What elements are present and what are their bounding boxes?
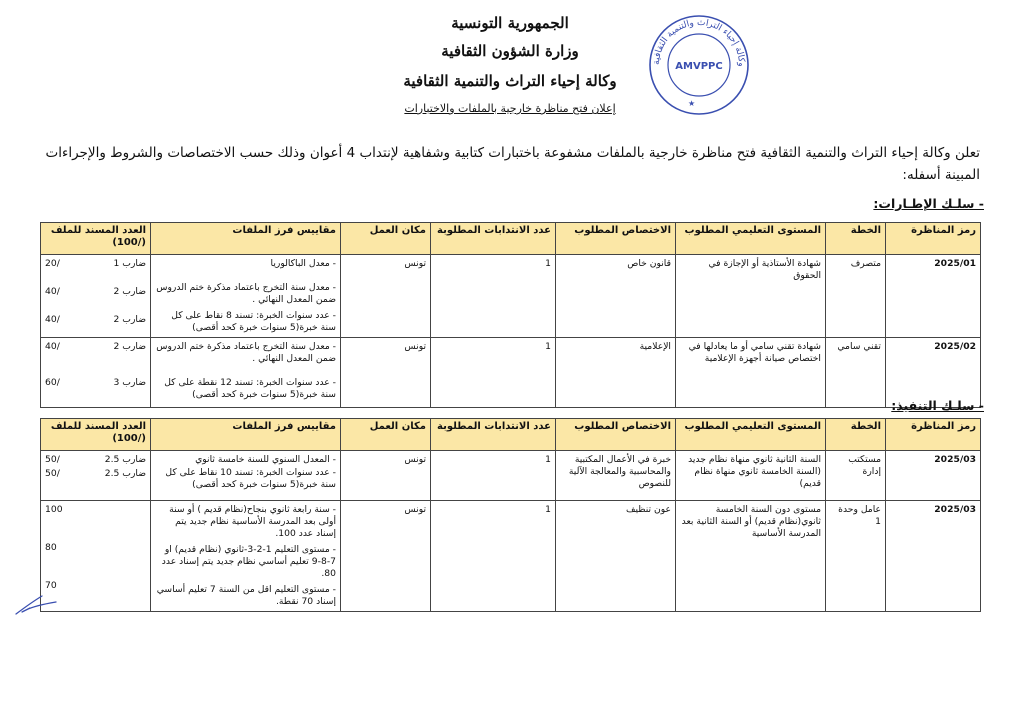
- official-stamp: [648, 14, 750, 116]
- score-line: [45, 468, 146, 480]
- ministry-title: وزارة الشؤون الثقافية: [441, 42, 579, 60]
- score-value: 70: [45, 580, 57, 591]
- col-score: العدد المسند للملف (/100): [41, 419, 151, 451]
- score-coef: ضارب 2.5: [104, 468, 146, 479]
- score-value: /40: [45, 314, 60, 325]
- col-specialty: الاختصاص المطلوب: [556, 223, 676, 255]
- score-line: [45, 341, 146, 353]
- table-header-row: [41, 419, 981, 451]
- row-criteria: [151, 501, 341, 612]
- criteria-item: - معدل سنة التخرج باعتماد مذكرة ختم الدروس ضمن المعدل النهائي .: [156, 341, 336, 364]
- score-line: [45, 314, 146, 326]
- row-scores: [41, 255, 151, 338]
- criteria-item: - عدد سنوات الخبرة: تسند 8 نقاط على كل سنة خبرة(5 سنوات خبرة كحد أقصى): [171, 310, 336, 333]
- row-location: تونس: [341, 451, 431, 501]
- table-header-row: [41, 223, 981, 255]
- score-value: /60: [45, 377, 60, 388]
- score-coef: ضارب 2: [113, 286, 146, 297]
- row-scores: [41, 338, 151, 408]
- row-criteria: [151, 255, 341, 338]
- row-count: 1: [431, 501, 556, 612]
- score-value: /40: [45, 341, 60, 352]
- row-code: 2025/01: [886, 255, 981, 338]
- row-code: 2025/03: [886, 501, 981, 612]
- table-execution: [40, 418, 981, 612]
- section-title-cadres: - سلـك الإطـارات:: [873, 196, 984, 211]
- criteria-item: - سنة رابعة ثانوي بنجاح(نظام قديم ) أو سنة أولى بعد المدرسة الأساسية نظام جديد يتم إسناد عدد 100.: [169, 504, 336, 539]
- criteria-item: - مستوى التعليم 1-2-3-ثانوي (نظام قديم) او 7-8-9 تعليم أساسي نظام جديد يتم إسناد عدد 80.: [161, 544, 336, 579]
- criteria-item: - مستوى التعليم اقل من السنة 7 تعليم أساسي إسناد 70 نقطة.: [156, 584, 336, 607]
- criteria-item: - المعدل السنوي للسنة خامسة ثانوي: [195, 454, 336, 465]
- score-value: /50: [45, 454, 60, 465]
- col-education: المستوى التعليمي المطلوب: [676, 419, 826, 451]
- score-value: /50: [45, 468, 60, 479]
- criteria-item: - معدل الباكالوريا: [270, 258, 336, 269]
- col-criteria: مقاييس فرز الملفات: [151, 223, 341, 255]
- col-code: رمز المناظرة: [886, 223, 981, 255]
- col-specialty: الاختصاص المطلوب: [556, 419, 676, 451]
- table-cadres: [40, 222, 981, 408]
- row-specialty: الإعلامية: [556, 338, 676, 408]
- criteria-item: - معدل سنة التخرج باعتماد مذكرة ختم الدروس ضمن المعدل النهائي .: [156, 282, 336, 305]
- criteria-item: - عدد سنوات الخبرة: تسند 10 نقاط على كل سنة خبرة(5 سنوات خبرة كحد أقصى): [165, 467, 336, 490]
- row-code: 2025/03: [886, 451, 981, 501]
- stamp-star: ★: [688, 99, 696, 108]
- table-row: [41, 255, 981, 338]
- row-criteria: [151, 338, 341, 408]
- row-education: شهادة الأستاذية أو الإجازة في الحقوق: [676, 255, 826, 338]
- col-grade: الخطة: [826, 223, 886, 255]
- score-value: 100: [45, 504, 63, 515]
- agency-title: وكالة إحياء التراث والتنمية الثقافية: [403, 72, 617, 90]
- row-education: السنة الثانية ثانوي منهاة نظام جديد (السنة الخامسة ثانوي منهاة نظام قديم): [676, 451, 826, 501]
- score-coef: ضارب 2.5: [104, 454, 146, 465]
- section-title-execution: - سلـك التنفيذ:: [891, 398, 984, 413]
- notice-title: إعلان فتح مناظرة خارجية بالملفات والاختبارات: [404, 102, 616, 115]
- document-header: [330, 10, 690, 120]
- row-grade: تقني سامي: [826, 338, 886, 408]
- table-row: [41, 451, 981, 501]
- stamp-center-text: AMVPPC: [675, 61, 723, 72]
- score-coef: ضارب 2: [113, 341, 146, 352]
- score-value: 80: [45, 542, 57, 553]
- row-count: 1: [431, 255, 556, 338]
- row-education: مستوى دون السنة الخامسة ثانوي(نظام قديم) أو السنة الثانية بعد المدرسة الأساسية: [676, 501, 826, 612]
- score-value: /40: [45, 286, 60, 297]
- score-line: [45, 454, 146, 466]
- col-grade: الخطة: [826, 419, 886, 451]
- row-count: 1: [431, 338, 556, 408]
- row-scores: [41, 451, 151, 501]
- republic-title: الجمهورية التونسية: [451, 14, 569, 32]
- col-score: العدد المسند للملف (/100): [41, 223, 151, 255]
- intro-paragraph: تعلن وكالة إحياء التراث والتنمية الثقافية فتح مناظرة خارجية بالملفات مشفوعة باختبارات كتابية وشفاهية لإنتداب 4 أعوان وذلك حسب الاختصاصات والشروط والإجراءات المبينة أسفله:: [45, 145, 980, 183]
- row-location: تونس: [341, 338, 431, 408]
- row-location: تونس: [341, 255, 431, 338]
- col-code: رمز المناظرة: [886, 419, 981, 451]
- col-criteria: مقاييس فرز الملفات: [151, 419, 341, 451]
- row-specialty: عون تنظيف: [556, 501, 676, 612]
- row-education: شهادة تقني سامي أو ما يعادلها في اختصاص صيانة أجهزة الإعلامية: [676, 338, 826, 408]
- row-location: تونس: [341, 501, 431, 612]
- row-specialty: خبرة في الأعمال المكتبية والمحاسبية والمعالجة الآلية للنصوص: [556, 451, 676, 501]
- score-coef: ضارب 1: [113, 258, 146, 269]
- col-count: عدد الانتدابات المطلوبة: [431, 419, 556, 451]
- criteria-item: - عدد سنوات الخبرة: تسند 12 نقطة على كل سنة خبرة(5 سنوات خبرة كحد أقصى): [164, 377, 336, 400]
- row-grade: مستكتب إدارة: [826, 451, 886, 501]
- row-code: 2025/02: [886, 338, 981, 408]
- col-location: مكان العمل: [341, 419, 431, 451]
- score-line: [45, 258, 146, 270]
- stamp-outer-text: وكالة إحياء التراث والتنمية الثقافية: [651, 17, 747, 67]
- score-coef: ضارب 3: [113, 377, 146, 388]
- col-education: المستوى التعليمي المطلوب: [676, 223, 826, 255]
- row-specialty: قانون خاص: [556, 255, 676, 338]
- row-count: 1: [431, 451, 556, 501]
- score-line: [45, 286, 146, 298]
- row-criteria: [151, 451, 341, 501]
- col-count: عدد الانتدابات المطلوبة: [431, 223, 556, 255]
- col-location: مكان العمل: [341, 223, 431, 255]
- table-row: [41, 338, 981, 408]
- signature-mark: [12, 588, 60, 618]
- table-row: [41, 501, 981, 612]
- row-grade: متصرف: [826, 255, 886, 338]
- row-grade: عامل وحدة 1: [826, 501, 886, 612]
- score-line: [45, 377, 146, 389]
- score-coef: ضارب 2: [113, 314, 146, 325]
- score-value: /20: [45, 258, 60, 269]
